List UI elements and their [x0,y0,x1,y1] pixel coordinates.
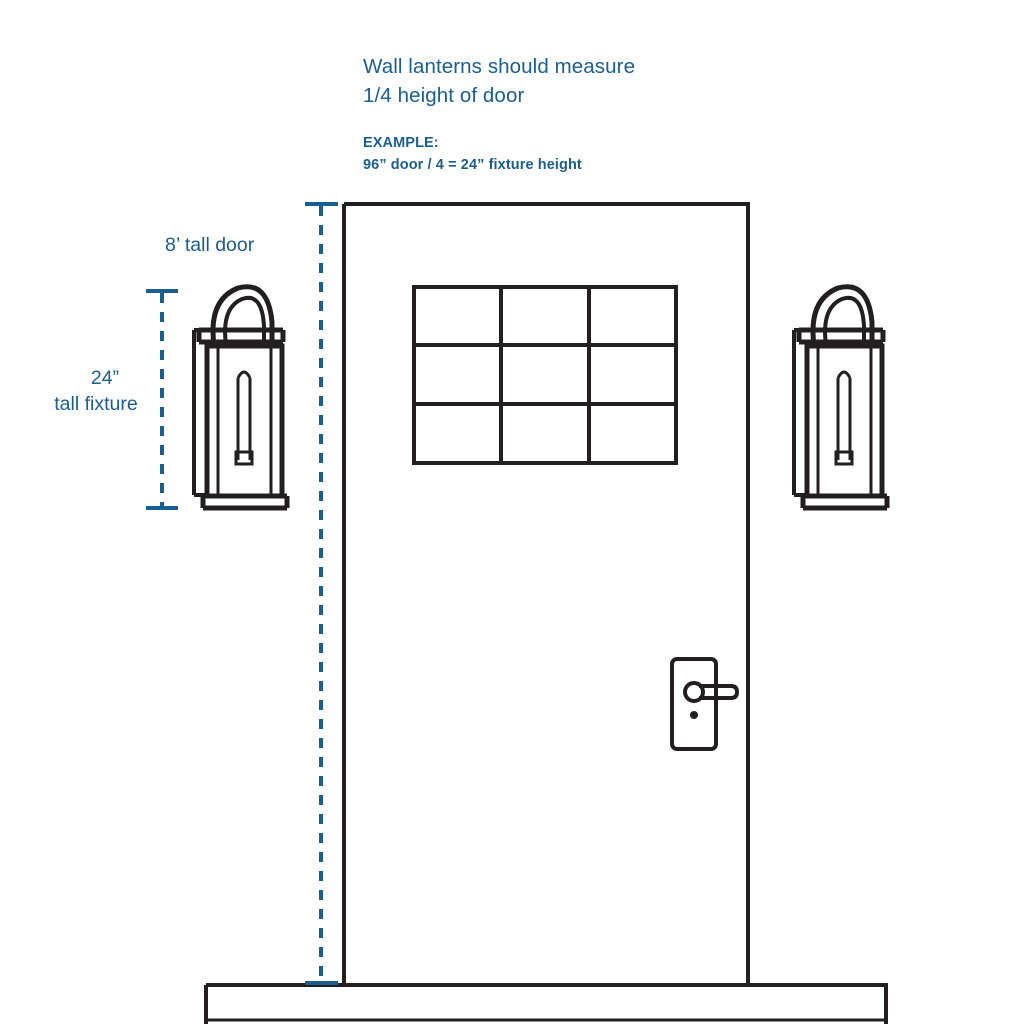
left-wall-lantern [194,287,287,508]
right-wall-lantern [794,287,887,508]
example-formula: 96” door / 4 = 24” fixture height [363,157,582,173]
door-handle [672,659,737,749]
headline-line-1: Wall lanterns should measure [363,55,636,78]
door-height-label: 8’ tall door [165,234,255,256]
threshold-step [206,985,886,1024]
door-window-grid [414,287,676,463]
fixture-height-label-line-1: 24” [90,367,120,389]
door [344,204,748,983]
door-height-dimension [305,204,338,983]
fixture-height-label-line-2: tall fixture [54,393,138,415]
headline-line-2: 1/4 height of door [363,84,525,107]
example-title: EXAMPLE: [363,135,439,151]
